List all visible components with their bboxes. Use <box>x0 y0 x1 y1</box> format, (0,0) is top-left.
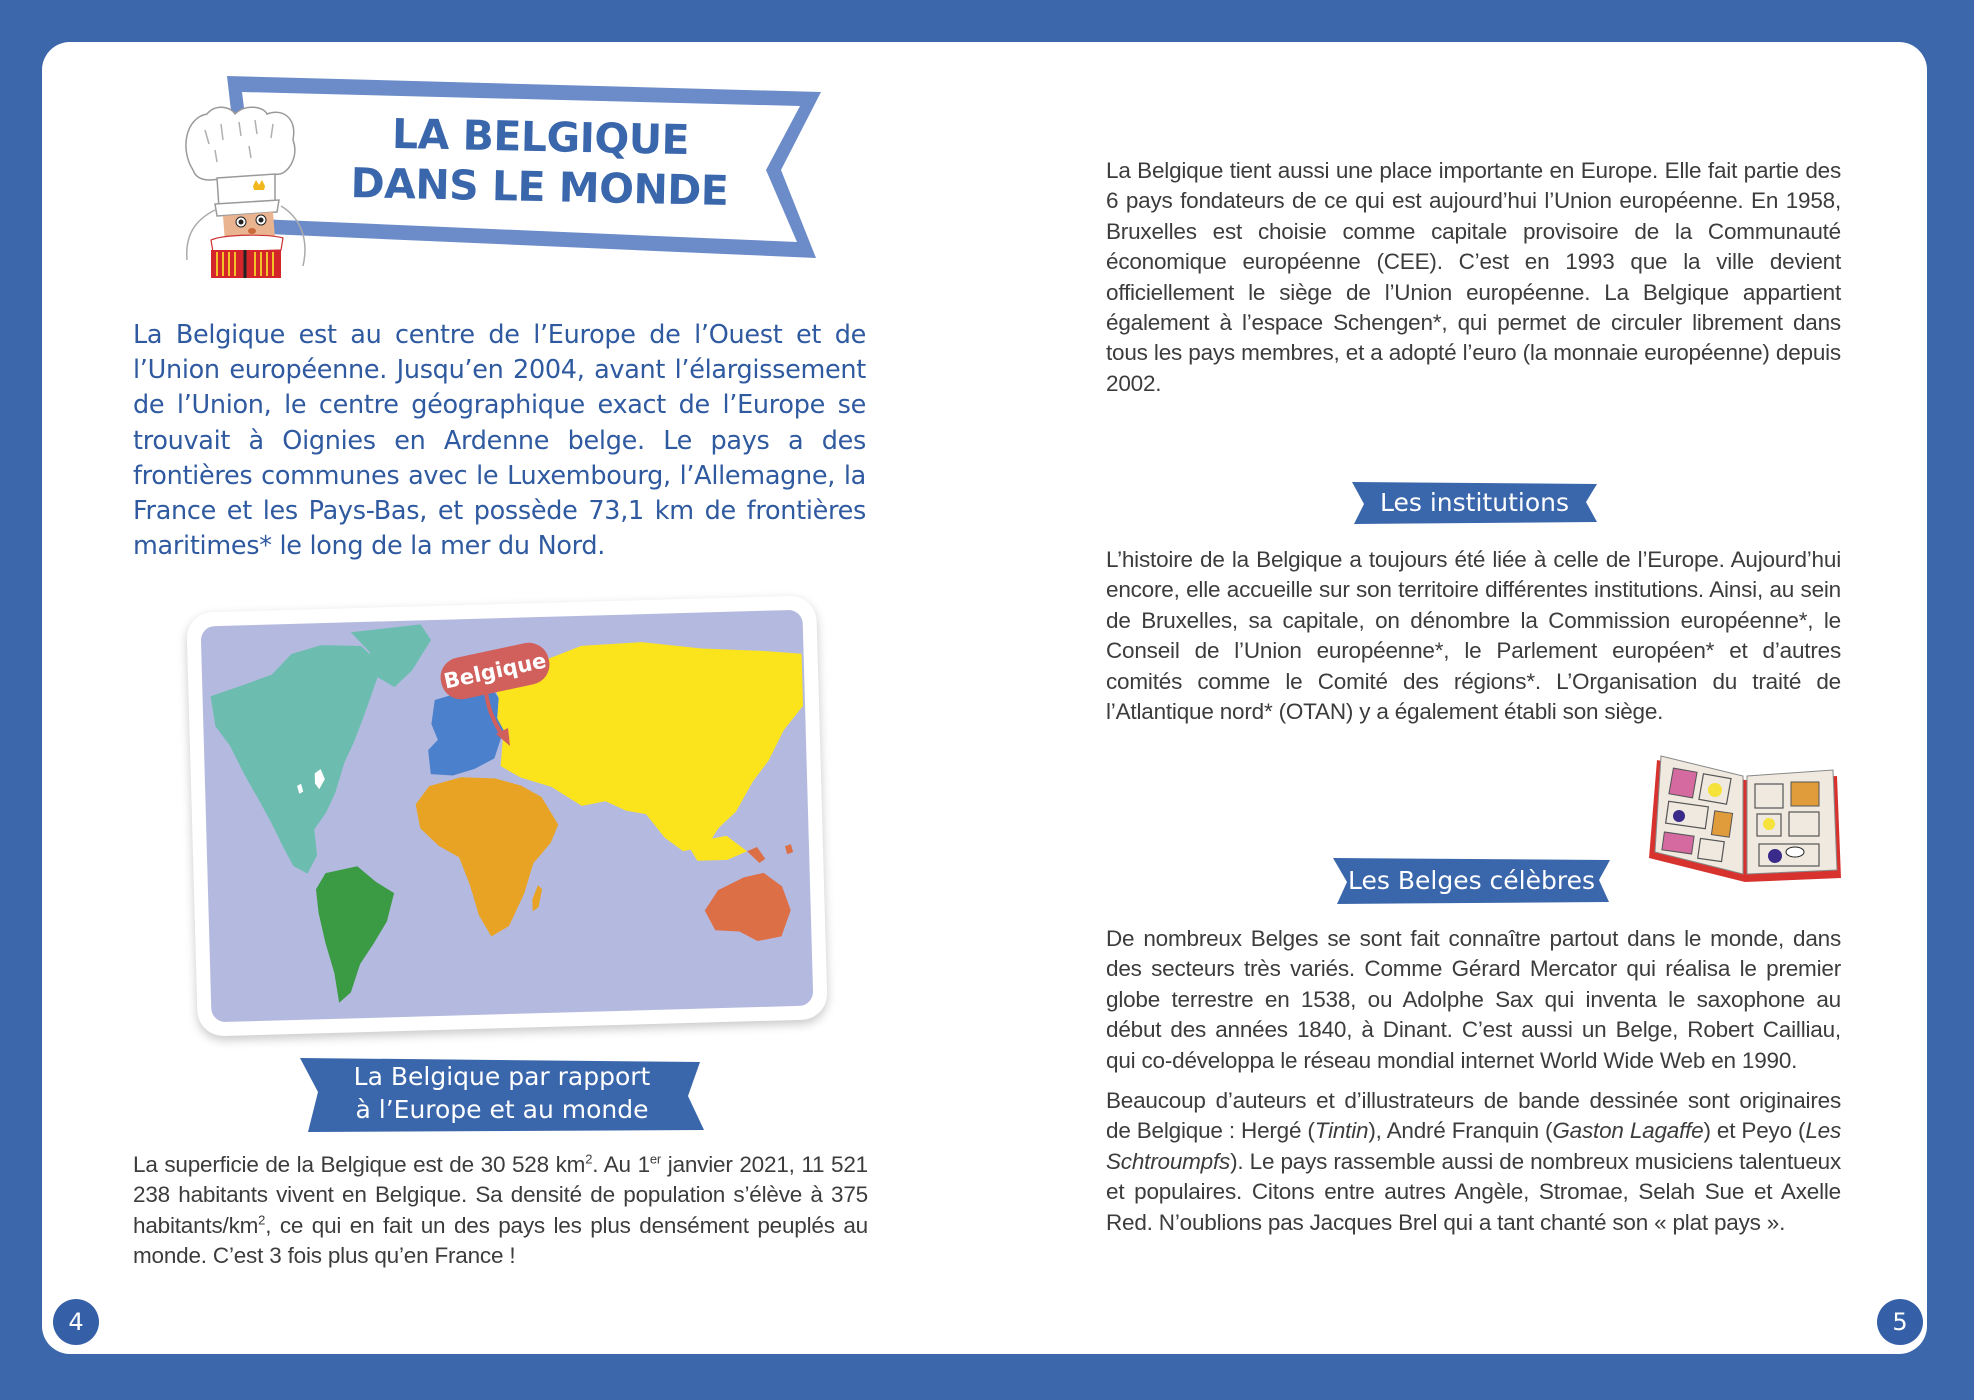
section-heading-line-1: La Belgique par rapport <box>353 1062 651 1091</box>
europe-paragraph: La Belgique tient aussi une place importante en Europe. Elle fait partie des 6 pays fondateurs de ce qui est aujourd’hui l’Union européenne. En 1958, Bruxelles est choisie comme capitale provisoire de la Communauté économique européenne (CEE). C’est en 1993 que la ville devient officiellement le siège de l’Union européenne. La Belgique appartient également à l’espace Schengen*, qui permet de circuler librement dans tous les pays membres, et a adopté l’euro (la monnaie européenne) depuis 2002. <box>1106 158 1841 396</box>
intro-paragraph: La Belgique est au centre de l’Europe de l’Ouest et de l’Union européenne. Jusqu’en 2004, avant l’élargissement de l’Union, le centre géographique exact de l’Europe se trouvait à Oignies en Ardenne belge. Le pays a des frontières communes avec le Luxembourg, l’Allemagne, la France et les Pays-Bas, et possède 73,1 km de frontières maritimes* le long de la mer du Nord. <box>133 320 866 562</box>
text-span: ), André Franquin ( <box>1368 1118 1553 1144</box>
superscript: er <box>649 1151 662 1167</box>
text-span: Beaucoup d’auteurs et d’illustrateurs de bande dessinée sont originaires de Belgique : Hergé ( <box>1106 1088 1841 1144</box>
institutions-heading: Les institutions <box>1380 488 1569 517</box>
section-heading-line-2: à l’Europe et au monde <box>355 1095 649 1124</box>
famous-belgians-paragraph-2 <box>1106 1086 1841 1238</box>
arrow-icon <box>478 690 518 750</box>
text-span: . Au 1 <box>592 1152 650 1177</box>
text-span: ) et Peyo ( <box>1703 1118 1806 1144</box>
comic-book-icon <box>1645 750 1845 890</box>
section-heading-ribbon <box>300 1056 704 1132</box>
text-span: La superficie de la Belgique est de 30 528 km <box>133 1152 586 1177</box>
famous-belgians-ribbon <box>1333 858 1610 904</box>
superscript: 2 <box>258 1212 266 1228</box>
title-line-2: DANS LE MONDE <box>350 159 729 215</box>
page-number-right: 5 <box>1877 1299 1923 1345</box>
institutions-paragraph: L’histoire de la Belgique a toujours été liée à celle de l’Europe. Aujourd’hui encore, elle accueille sur son territoire différentes institutions. Ainsi, au sein de Bruxelles, sa capitale, on dénombre la Commission européenne*, le Conseil de l’Union européenne*, le Parlement européen* et d’autres comités comme le Comité des régions*. L’Organisation du traité de l’Atlantique nord* (OTAN) y a également établi son siège. <box>1106 547 1841 725</box>
famous-belgians-section <box>1106 924 1841 1238</box>
title-gaston-lagaffe: Gaston Lagaffe <box>1552 1118 1704 1144</box>
title-schtroumpfs: Les Schtroumpfs <box>1106 1118 1841 1174</box>
title-tintin: Tintin <box>1314 1118 1369 1144</box>
page-title <box>329 108 751 217</box>
institutions-ribbon <box>1352 482 1597 524</box>
page-number-left: 4 <box>53 1299 99 1345</box>
famous-belgians-paragraph-1: De nombreux Belges se sont fait connaître partout dans le monde, dans des secteurs très variés. Comme Gérard Mercator qui réalisa le premier globe terrestre en 1538, ou Adolphe Sax qui inventa le saxophone au début des années 1840, à Dinant. C’est aussi un Belge, Robert Cailliau, qui co-développa le réseau mondial internet World Wide Web en 1990. <box>1106 926 1841 1073</box>
section-heading <box>300 1060 704 1126</box>
belgique-map-label: Belgique <box>437 639 553 703</box>
text-span: , ce qui en fait un des pays les plus densément peuplés au monde. C’est 3 fois plus qu’en France ! <box>133 1212 868 1269</box>
surface-population-paragraph <box>133 1150 868 1272</box>
text-span: ). Le pays rassemble aussi de nombreux musiciens talentueux et populaires. Citons entre autres Angèle, Stromae, Selah Sue et Axelle Red. N’oublions pas Jacques Brel qui a tant chanté son « plat pays ». <box>1106 1148 1841 1235</box>
gille-mascot-icon <box>175 100 325 280</box>
text-span: janvier 2021, 11 521 238 habitants vivent en Belgique. Sa densité de population s’élève à 375 habitants/km <box>133 1152 868 1238</box>
famous-belgians-heading: Les Belges célèbres <box>1348 866 1595 895</box>
superscript: 2 <box>585 1151 593 1167</box>
title-line-1: LA BELGIQUE <box>391 109 690 165</box>
